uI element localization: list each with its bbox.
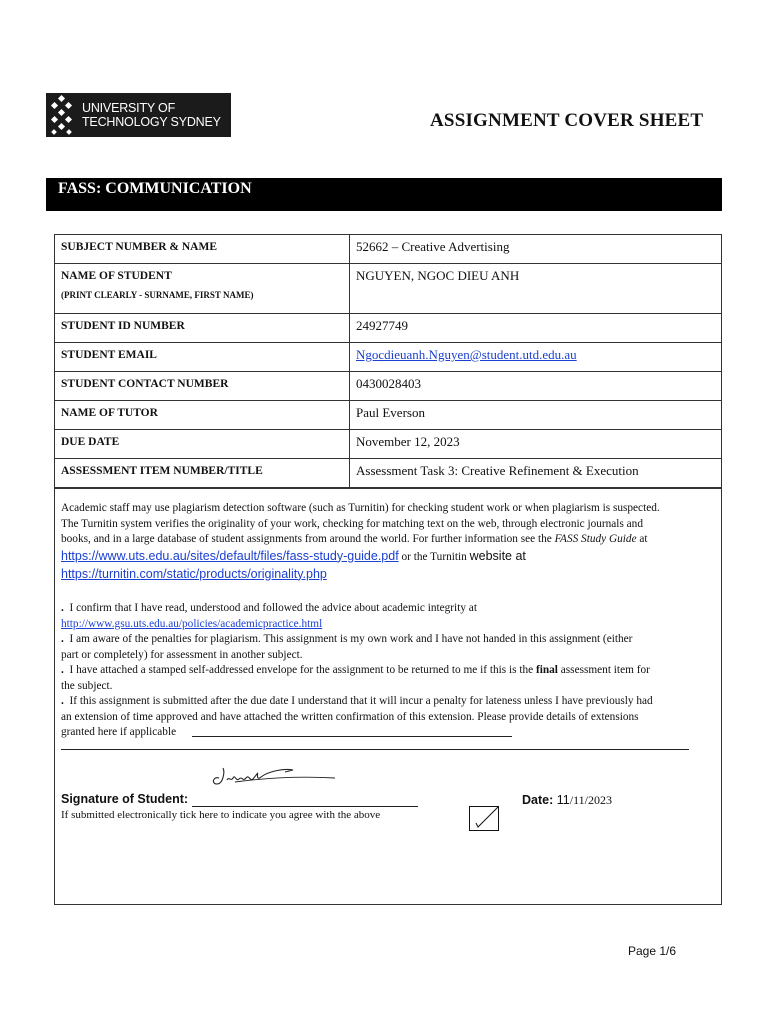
student-name-label-cell [55, 264, 350, 314]
academic-practice-link[interactable]: http://www.gsu.uts.edu.au/policies/academicpractice.html [61, 617, 323, 630]
student-info-table [54, 234, 722, 488]
study-guide-title: FASS Study Guide [554, 533, 637, 545]
confirm-2-text: I am aware of the penalties for plagiarism. This assignment is my own work and I have not handed in this assignment (either [69, 633, 633, 645]
academic-practice-link-line [61, 617, 729, 633]
bullet: . [61, 695, 64, 707]
assessment-value: Assessment Task 3: Creative Refinement & Execution [350, 459, 722, 488]
declaration-intro [61, 501, 729, 584]
confirm-item-2 [61, 632, 729, 648]
contact-number-label: STUDENT CONTACT NUMBER [55, 372, 350, 401]
due-date-value: November 12, 2023 [350, 430, 722, 459]
student-id-label: STUDENT ID NUMBER [55, 314, 350, 343]
student-name-value: NGUYEN, NGOC DIEU ANH [350, 264, 722, 314]
date-value-day: 11 [556, 793, 570, 807]
student-email-link[interactable]: Ngocdieuanh.Nguyen@student.utd.edu.au [356, 347, 577, 362]
department-name: FASS: COMMUNICATION [58, 180, 252, 197]
table-row [55, 459, 722, 488]
intro-line-3-text: books, and in a large database of student assignments from around the world. For further information see the [61, 533, 555, 545]
table-row [55, 235, 722, 264]
intro-line-1: Academic staff may use plagiarism detection software (such as Turnitin) for checking student work or when plagiarism is suspected. [61, 502, 660, 514]
signature-label: Signature of Student: [61, 792, 189, 806]
department-bar [46, 178, 722, 211]
date-label: Date: [522, 793, 554, 807]
tutor-value: Paul Everson [350, 401, 722, 430]
assessment-label: ASSESSMENT ITEM NUMBER/TITLE [55, 459, 350, 488]
table-row [55, 372, 722, 401]
date-value-rest: /11/2023 [569, 793, 612, 807]
tutor-label: NAME OF TUTOR [55, 401, 350, 430]
confirm-item-1 [61, 601, 729, 617]
logo-line-1: UNIVERSITY OF [82, 101, 176, 115]
document-title: ASSIGNMENT COVER SHEET [430, 110, 704, 131]
table-row [55, 430, 722, 459]
student-name-label: NAME OF STUDENT [61, 270, 172, 282]
logo-text [82, 101, 221, 129]
intro-link-connector: or the Turnitin [398, 550, 470, 563]
fass-study-guide-link[interactable]: https://www.uts.edu.au/sites/default/files/fass-study-guide.pdf [61, 548, 399, 563]
confirm-item-3-cont: the subject. [61, 679, 113, 692]
agree-checkbox[interactable] [469, 806, 499, 831]
uts-logo-mark-icon [48, 93, 76, 137]
confirm-4-text: If this assignment is submitted after the due date I understand that it will incur a penalty for lateness unless I have previously had [69, 695, 653, 707]
page-number: Page 1/6 [628, 944, 677, 958]
check-mark-icon [469, 806, 499, 831]
electronic-note: If submitted electronically tick here to indicate you agree with the above [61, 809, 381, 821]
due-date-label: DUE DATE [55, 430, 350, 459]
turnitin-link[interactable]: https://turnitin.com/static/products/originality.php [61, 566, 327, 581]
extension-details-line-2[interactable] [61, 749, 689, 750]
intro-line-3 [61, 532, 729, 548]
final-word: final [535, 664, 558, 676]
table-row [55, 314, 722, 343]
table-row [55, 343, 722, 372]
extension-details-line[interactable] [192, 736, 512, 737]
student-email-cell [350, 343, 722, 372]
confirm-item-4-cont2: granted here if applicable [61, 726, 177, 738]
subject-label: SUBJECT NUMBER & NAME [55, 235, 350, 264]
bullet: . [61, 664, 64, 676]
student-email-label: STUDENT EMAIL [55, 343, 350, 372]
student-name-sublabel: (PRINT CLEARLY - SURNAME, FIRST NAME) [61, 290, 254, 300]
confirm-item-4 [61, 694, 729, 710]
student-id-value: 24927749 [350, 314, 722, 343]
intro-link-connector-end: website at [469, 548, 526, 563]
confirm-item-2-cont: part or completely) for assessment in another subject. [61, 648, 303, 661]
signature-date [522, 793, 612, 808]
uts-logo [46, 93, 231, 137]
intro-link-line [61, 548, 729, 566]
turnitin-link-line [61, 566, 729, 584]
confirm-item-3 [61, 663, 729, 679]
confirm-3-text: I have attached a stamped self-addressed envelope for the assignment to be returned to me if this is the [69, 664, 536, 676]
table-row [55, 264, 722, 314]
signature-image [205, 762, 340, 792]
bullet: . [61, 602, 64, 614]
contact-number-value: 0430028403 [350, 372, 722, 401]
confirm-3-end: assessment item for [557, 664, 650, 676]
intro-line-2: The Turnitin system verifies the originality of your work, checking for matching text on the web, through electronic journals and [61, 517, 643, 530]
signature-line[interactable] [192, 806, 418, 807]
subject-value: 52662 – Creative Advertising [350, 235, 722, 264]
logo-line-2: TECHNOLOGY SYDNEY [82, 115, 221, 129]
confirm-1-text: I confirm that I have read, understood and followed the advice about academic integrity at [69, 602, 477, 614]
bullet: . [61, 633, 64, 645]
declaration-confirmations [61, 601, 729, 741]
intro-line-3-end: at [636, 533, 648, 545]
confirm-item-4-cont: an extension of time approved and have attached the written confirmation of this extension. Please provide details of extensions [61, 710, 639, 723]
table-row [55, 401, 722, 430]
